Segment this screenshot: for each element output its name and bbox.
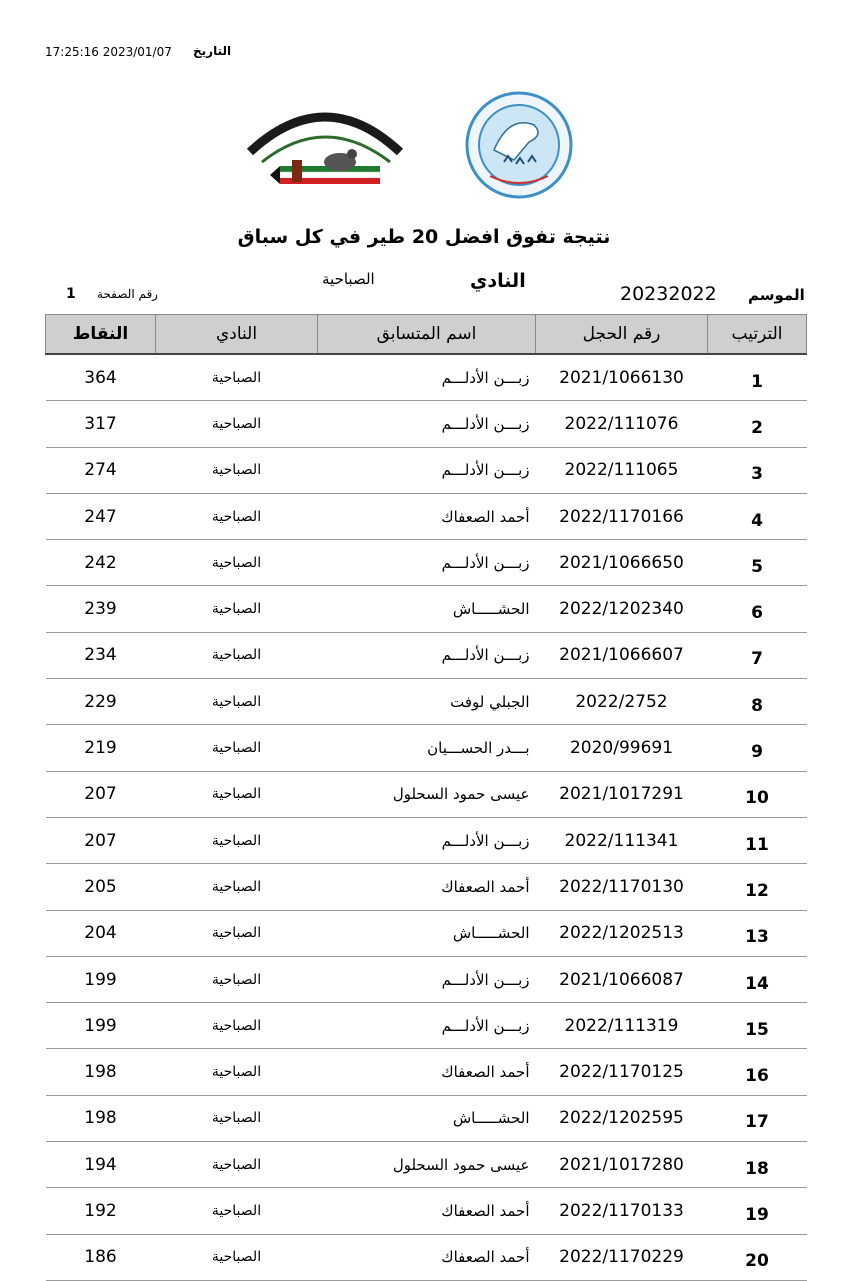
cell-registration: 2022/111076 bbox=[536, 401, 708, 447]
cell-registration: 2022/111065 bbox=[536, 447, 708, 493]
cell-registration: 2022/1202595 bbox=[536, 1095, 708, 1141]
column-header-points: النقاط bbox=[46, 315, 156, 355]
cell-name: أحمد الصعفاك bbox=[318, 1188, 536, 1234]
page-number-value: 1 bbox=[66, 286, 76, 302]
cell-registration: 2022/1170130 bbox=[536, 864, 708, 910]
cell-rank: 18 bbox=[708, 1142, 807, 1188]
table-row bbox=[46, 586, 807, 632]
table-row bbox=[46, 725, 807, 771]
cell-club: الصباحية bbox=[156, 679, 318, 725]
cell-name: زبـــن الأدلـــم bbox=[318, 540, 536, 586]
cell-registration: 2021/1066130 bbox=[536, 354, 708, 401]
cell-rank: 5 bbox=[708, 540, 807, 586]
table-row bbox=[46, 956, 807, 1002]
cell-club: الصباحية bbox=[156, 447, 318, 493]
cell-points: 219 bbox=[46, 725, 156, 771]
cell-name: الحشـــــاش bbox=[318, 910, 536, 956]
season-label: الموسم bbox=[748, 286, 805, 304]
page-number-label: رقم الصفحة bbox=[97, 287, 158, 301]
table-row bbox=[46, 1049, 807, 1095]
report-title: نتيجة تفوق افضل 20 طير في كل سباق bbox=[237, 226, 611, 248]
table-row bbox=[46, 1188, 807, 1234]
cell-name: عيسى حمود السحلول bbox=[318, 771, 536, 817]
cell-club: الصباحية bbox=[156, 956, 318, 1002]
cell-club: الصباحية bbox=[156, 817, 318, 863]
date-label: التاريخ bbox=[193, 44, 232, 58]
cell-club: الصباحية bbox=[156, 725, 318, 771]
cell-club: الصباحية bbox=[156, 493, 318, 539]
cell-points: 317 bbox=[46, 401, 156, 447]
table-row bbox=[46, 540, 807, 586]
cell-rank: 2 bbox=[708, 401, 807, 447]
table-row bbox=[46, 1003, 807, 1049]
cell-registration: 2022/2752 bbox=[536, 679, 708, 725]
cell-name: زبـــن الأدلـــم bbox=[318, 354, 536, 401]
club-label: النادي bbox=[470, 270, 526, 292]
table-row bbox=[46, 493, 807, 539]
table-row bbox=[46, 864, 807, 910]
cell-name: أحمد الصعفاك bbox=[318, 493, 536, 539]
cell-club: الصباحية bbox=[156, 354, 318, 401]
cell-points: 205 bbox=[46, 864, 156, 910]
table-row bbox=[46, 817, 807, 863]
table-row bbox=[46, 354, 807, 401]
cell-points: 199 bbox=[46, 956, 156, 1002]
cell-name: زبـــن الأدلـــم bbox=[318, 1003, 536, 1049]
cell-registration: 2022/111319 bbox=[536, 1003, 708, 1049]
cell-club: الصباحية bbox=[156, 1049, 318, 1095]
cell-rank: 4 bbox=[708, 493, 807, 539]
cell-points: 274 bbox=[46, 447, 156, 493]
cell-rank: 8 bbox=[708, 679, 807, 725]
date-value: 17:25:16 2023/01/07 bbox=[45, 45, 172, 59]
cell-points: 199 bbox=[46, 1003, 156, 1049]
cell-name: أحمد الصعفاك bbox=[318, 1049, 536, 1095]
cell-rank: 1 bbox=[708, 354, 807, 401]
cell-points: 192 bbox=[46, 1188, 156, 1234]
cell-rank: 9 bbox=[708, 725, 807, 771]
table-row bbox=[46, 401, 807, 447]
federation-logo bbox=[464, 90, 574, 200]
cell-registration: 2021/1066650 bbox=[536, 540, 708, 586]
table-row bbox=[46, 1142, 807, 1188]
table-row bbox=[46, 1234, 807, 1280]
cell-points: 198 bbox=[46, 1095, 156, 1141]
cell-name: زبـــن الأدلـــم bbox=[318, 447, 536, 493]
cell-club: الصباحية bbox=[156, 771, 318, 817]
table-row bbox=[46, 447, 807, 493]
cell-rank: 13 bbox=[708, 910, 807, 956]
column-header-name: اسم المتسابق bbox=[318, 315, 536, 355]
table-row bbox=[46, 679, 807, 725]
cell-registration: 2022/111341 bbox=[536, 817, 708, 863]
cell-registration: 2022/1202340 bbox=[536, 586, 708, 632]
cell-name: زبـــن الأدلـــم bbox=[318, 632, 536, 678]
cell-club: الصباحية bbox=[156, 586, 318, 632]
column-header-rank: الترتيب bbox=[708, 315, 807, 355]
cell-registration: 2022/1170229 bbox=[536, 1234, 708, 1280]
cell-club: الصباحية bbox=[156, 1234, 318, 1280]
cell-points: 247 bbox=[46, 493, 156, 539]
cell-points: 186 bbox=[46, 1234, 156, 1280]
cell-rank: 15 bbox=[708, 1003, 807, 1049]
cell-rank: 7 bbox=[708, 632, 807, 678]
cell-name: زبـــن الأدلـــم bbox=[318, 817, 536, 863]
cell-club: الصباحية bbox=[156, 1003, 318, 1049]
cell-rank: 3 bbox=[708, 447, 807, 493]
table-row bbox=[46, 771, 807, 817]
cell-points: 207 bbox=[46, 817, 156, 863]
cell-rank: 12 bbox=[708, 864, 807, 910]
cell-club: الصباحية bbox=[156, 1095, 318, 1141]
cell-points: 194 bbox=[46, 1142, 156, 1188]
table-row bbox=[46, 1095, 807, 1141]
cell-points: 239 bbox=[46, 586, 156, 632]
cell-club: الصباحية bbox=[156, 540, 318, 586]
cell-points: 198 bbox=[46, 1049, 156, 1095]
cell-rank: 10 bbox=[708, 771, 807, 817]
cell-points: 234 bbox=[46, 632, 156, 678]
cell-rank: 17 bbox=[708, 1095, 807, 1141]
cell-name: أحمد الصعفاك bbox=[318, 864, 536, 910]
table-row bbox=[46, 910, 807, 956]
cell-name: زبـــن الأدلـــم bbox=[318, 401, 536, 447]
season-value: 20232022 bbox=[620, 283, 717, 305]
cell-points: 207 bbox=[46, 771, 156, 817]
cell-club: الصباحية bbox=[156, 632, 318, 678]
cell-points: 364 bbox=[46, 354, 156, 401]
cell-name: الحشـــــاش bbox=[318, 1095, 536, 1141]
club-logo bbox=[240, 92, 410, 192]
cell-club: الصباحية bbox=[156, 1142, 318, 1188]
results-table bbox=[45, 314, 807, 1281]
cell-points: 242 bbox=[46, 540, 156, 586]
cell-club: الصباحية bbox=[156, 1188, 318, 1234]
cell-club: الصباحية bbox=[156, 864, 318, 910]
cell-registration: 2022/1170166 bbox=[536, 493, 708, 539]
cell-rank: 19 bbox=[708, 1188, 807, 1234]
cell-registration: 2021/1017280 bbox=[536, 1142, 708, 1188]
cell-rank: 20 bbox=[708, 1234, 807, 1280]
cell-name: أحمد الصعفاك bbox=[318, 1234, 536, 1280]
club-value: الصباحية bbox=[322, 270, 375, 288]
cell-registration: 2022/1170133 bbox=[536, 1188, 708, 1234]
column-header-registration: رقم الحجل bbox=[536, 315, 708, 355]
cell-registration: 2020/99691 bbox=[536, 725, 708, 771]
table-row bbox=[46, 632, 807, 678]
cell-registration: 2021/1066607 bbox=[536, 632, 708, 678]
table-header-row bbox=[46, 315, 807, 355]
cell-registration: 2021/1017291 bbox=[536, 771, 708, 817]
cell-rank: 11 bbox=[708, 817, 807, 863]
cell-name: زبـــن الأدلـــم bbox=[318, 956, 536, 1002]
cell-rank: 16 bbox=[708, 1049, 807, 1095]
cell-club: الصباحية bbox=[156, 401, 318, 447]
cell-registration: 2022/1170125 bbox=[536, 1049, 708, 1095]
cell-name: بـــدر الحســـيان bbox=[318, 725, 536, 771]
cell-registration: 2022/1202513 bbox=[536, 910, 708, 956]
cell-points: 204 bbox=[46, 910, 156, 956]
cell-registration: 2021/1066087 bbox=[536, 956, 708, 1002]
column-header-club: النادي bbox=[156, 315, 318, 355]
cell-club: الصباحية bbox=[156, 910, 318, 956]
cell-name: عيسى حمود السحلول bbox=[318, 1142, 536, 1188]
cell-points: 229 bbox=[46, 679, 156, 725]
cell-rank: 6 bbox=[708, 586, 807, 632]
cell-name: الجبلي لوفت bbox=[318, 679, 536, 725]
cell-rank: 14 bbox=[708, 956, 807, 1002]
cell-name: الحشـــــاش bbox=[318, 586, 536, 632]
